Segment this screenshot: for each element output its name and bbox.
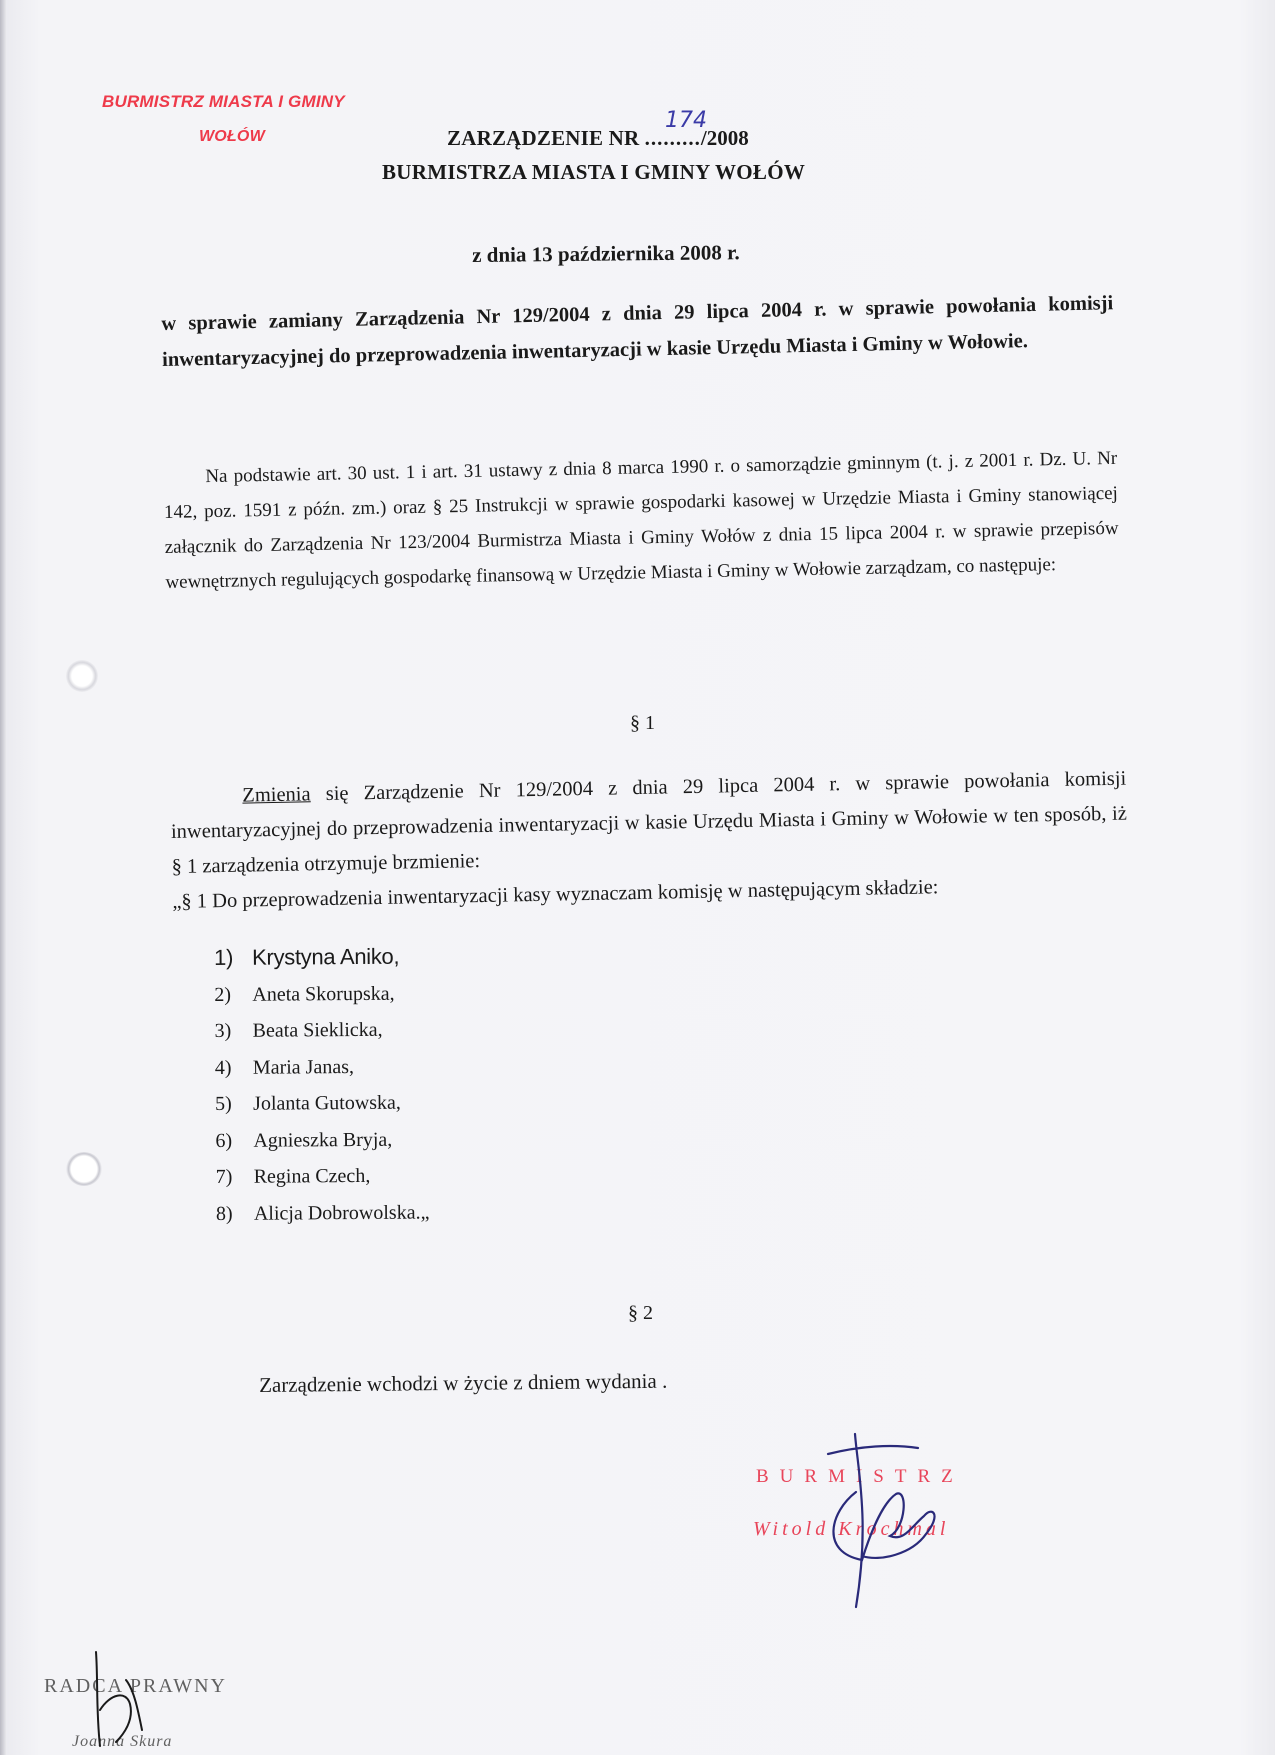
list-item-number: 4) bbox=[214, 1056, 232, 1079]
list-item-number: 2) bbox=[214, 983, 232, 1006]
document-title bbox=[447, 108, 749, 151]
office-stamp-line1: BURMISTRZ MIASTA I GMINY bbox=[102, 92, 345, 111]
list-item-number: 6) bbox=[215, 1129, 233, 1152]
list-item-name: Alicja Dobrowolska.„ bbox=[253, 1201, 430, 1225]
list-item bbox=[216, 1158, 430, 1196]
legal-counsel-stamp-name: Joanna Skura bbox=[72, 1733, 173, 1750]
list-item-number: 7) bbox=[215, 1165, 233, 1188]
committee-member-list bbox=[214, 939, 430, 1232]
office-stamp-line2: WOŁÓW bbox=[199, 128, 265, 145]
list-item bbox=[214, 939, 428, 977]
list-item-name: Agnieszka Bryja, bbox=[253, 1128, 393, 1152]
list-item bbox=[215, 1012, 429, 1050]
mayor-stamp-name: Witold Krochmal bbox=[753, 1518, 950, 1540]
document-date: z dnia 13 października 2008 r. bbox=[472, 240, 740, 267]
list-item bbox=[216, 1194, 430, 1232]
mayor-signature bbox=[800, 1432, 960, 1612]
handwritten-number: 174 bbox=[665, 108, 707, 133]
list-item-number: 8) bbox=[215, 1202, 233, 1225]
title-suffix: /2008 bbox=[700, 126, 749, 150]
section-1-text: się Zarządzenie Nr 129/2004 z dnia 29 lipca 2004 r. w sprawie powołania komisji inwentaryzacyjnej do przeprowadzenia inwentaryzacji w kasie Urzędu Miasta i Gminy w Wołowie w ten sposób, iż § 1 zarządzenia otrzymuje brzmienie: bbox=[170, 767, 1128, 878]
section-1-body bbox=[170, 762, 1129, 920]
paragraph-indent bbox=[170, 802, 242, 803]
section-2-mark: § 2 bbox=[628, 1302, 653, 1324]
list-item-number: 3) bbox=[214, 1019, 232, 1042]
legal-counsel-stamp-role: RADCA PRAWNY bbox=[44, 1675, 227, 1697]
list-item-number: 5) bbox=[215, 1092, 232, 1115]
list-item bbox=[214, 975, 428, 1013]
list-item-name: Jolanta Gutowska, bbox=[253, 1091, 401, 1115]
list-item-number: 1) bbox=[214, 944, 234, 970]
punch-hole-bottom bbox=[66, 1152, 102, 1186]
legal-basis-paragraph: Na podstawie art. 30 ust. 1 i art. 31 ustawy z dnia 8 marca 1990 r. o samorządzie gminnym (t. j. z 2001 r. Dz. U. Nr 142, poz. 1591 z późn. zm.) oraz § 25 Instrukcji w sprawie gospodarki kasowej w Urzędzie Miasta i Gminy stanowiącej załącznik do Zarządzenia Nr 123/2004 Burmistrza Miasta i Gminy Wołów z dnia 15 lipca 2004 r. w sprawie przepisów wewnętrznych regulujących gospodarkę finansową w Urzędzie Miasta i Gminy w Wołowie zarządzam, co następuje: bbox=[163, 447, 1119, 593]
title-prefix: ZARZĄDZENIE NR bbox=[447, 126, 640, 150]
list-item-name: Maria Janas, bbox=[252, 1055, 355, 1079]
list-item-name: Beata Sieklicka, bbox=[252, 1018, 383, 1042]
document-subject: w sprawie zamiany Zarządzenia Nr 129/2004 z dnia 29 lipca 2004 r. w sprawie powołania komisji inwentaryzacyjnej do przeprowadzenia inwentaryzacji w kasie Urzędu Miasta i Gminy w Wołowie. bbox=[161, 292, 1114, 371]
section-2-text: Zarządzenie wchodzi w życie z dniem wydania . bbox=[259, 1368, 668, 1397]
section-1-first-word: Zmienia bbox=[242, 783, 311, 807]
mayor-stamp-role: BURMISTRZ bbox=[756, 1466, 964, 1487]
punch-hole-top bbox=[66, 660, 98, 692]
list-item bbox=[215, 1048, 429, 1086]
section-1-mark: § 1 bbox=[630, 712, 655, 734]
title-dots: ......... bbox=[644, 126, 701, 150]
list-item-name: Regina Czech, bbox=[253, 1164, 371, 1188]
list-item bbox=[215, 1121, 429, 1159]
section-1-quote: „§ 1 Do przeprowadzenia inwentaryzacji kasy wyznaczam komisję w następującym składzie: bbox=[172, 876, 939, 913]
list-item bbox=[215, 1085, 429, 1123]
page-edge-shadow bbox=[0, 0, 6, 1755]
legal-counsel-initials bbox=[86, 1650, 156, 1750]
list-item-name: Krystyna Aniko, bbox=[252, 943, 400, 970]
list-item-name: Aneta Skorupska, bbox=[252, 982, 395, 1006]
document-subtitle: BURMISTRZA MIASTA I GMINY WOŁÓW bbox=[382, 160, 806, 184]
